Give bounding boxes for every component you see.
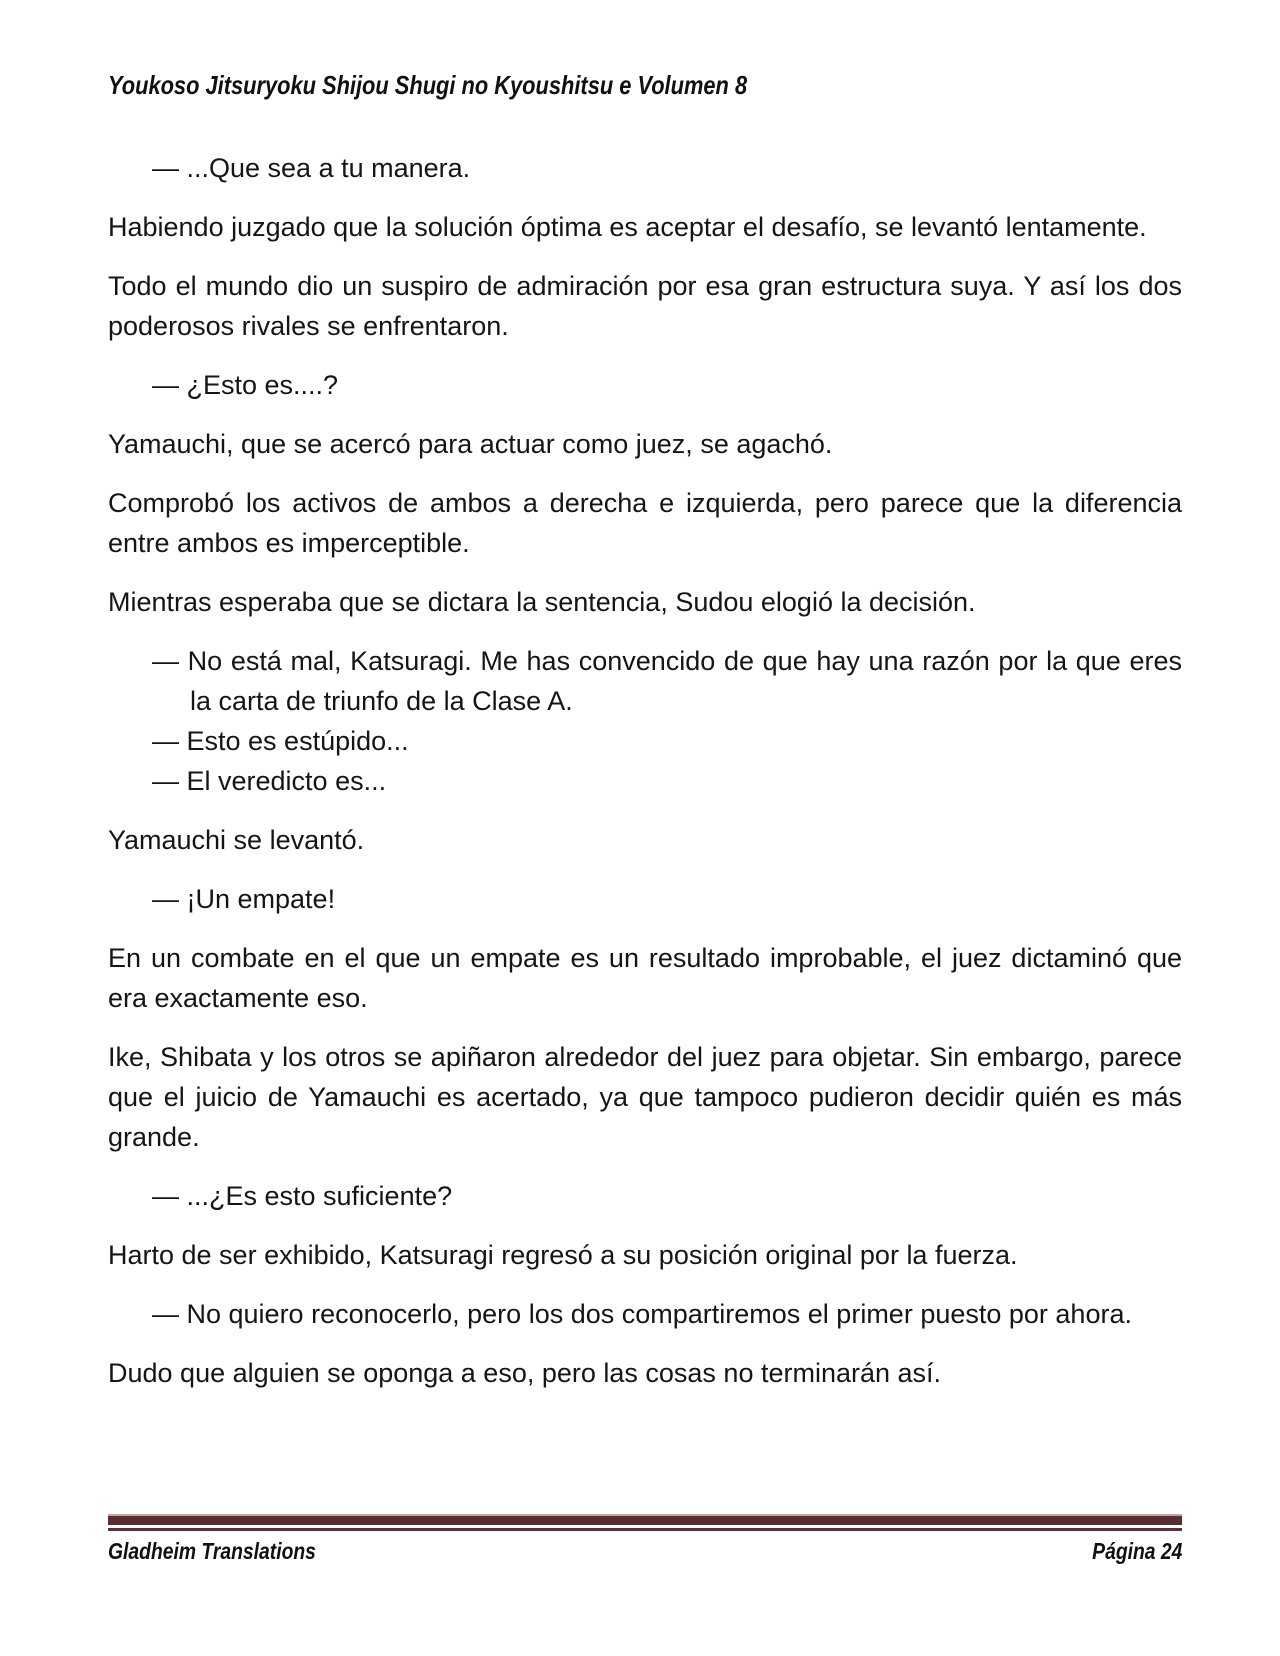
footer-page-number: Página 24 bbox=[1091, 1538, 1182, 1564]
footer-translator-credit: Gladheim Translations bbox=[108, 1538, 316, 1564]
dialogue-line: — ...Que sea a tu manera. bbox=[152, 153, 471, 183]
dialogue-group bbox=[108, 641, 1182, 801]
paragraph: Yamauchi se levantó. bbox=[108, 825, 365, 855]
content bbox=[108, 148, 1182, 1412]
dialogue-line: — ¡Un empate! bbox=[152, 884, 336, 914]
paragraph: Ike, Shibata y los otros se apiñaron alrededor del juez para objetar. Sin embargo, parece que el juicio de Yamauchi es acertado, ya que tampoco pudieron decidir quién es más grande. bbox=[108, 1042, 1182, 1152]
paragraph: Comprobó los activos de ambos a derecha e izquierda, pero parece que la diferencia entre ambos es imperceptible. bbox=[108, 488, 1182, 558]
footer-row bbox=[108, 1538, 1182, 1565]
footer-rule-thick bbox=[108, 1514, 1182, 1525]
dialogue-line: — No quiero reconocerlo, pero los dos compartiremos el primer puesto por ahora. bbox=[152, 1299, 1132, 1329]
dialogue-line: — ¿Esto es....? bbox=[152, 370, 339, 400]
header-title: Youkoso Jitsuryoku Shijou Shugi no Kyoushitsu e Volumen 8 bbox=[108, 70, 748, 100]
footer-rule-thin bbox=[108, 1528, 1182, 1531]
dialogue-line: — No está mal, Katsuragi. Me has convencido de que hay una razón por la que eres la carta de triunfo de la Clase A. bbox=[152, 646, 1182, 716]
paragraph: Mientras esperaba que se dictara la sentencia, Sudou elogió la decisión. bbox=[108, 587, 976, 617]
paragraph: Habiendo juzgado que la solución óptima es aceptar el desafío, se levantó lentamente. bbox=[108, 212, 1147, 242]
paragraph: Harto de ser exhibido, Katsuragi regresó a su posición original por la fuerza. bbox=[108, 1240, 1018, 1270]
paragraph: Dudo que alguien se oponga a eso, pero las cosas no terminarán así. bbox=[108, 1358, 942, 1388]
paragraph: Todo el mundo dio un suspiro de admiración por esa gran estructura suya. Y así los dos poderosos rivales se enfrentaron. bbox=[108, 271, 1182, 341]
page-header bbox=[108, 70, 1182, 101]
page-footer bbox=[108, 1514, 1182, 1565]
paragraph: Yamauchi, que se acercó para actuar como juez, se agachó. bbox=[108, 429, 833, 459]
dialogue-line: — Esto es estúpido... bbox=[152, 726, 409, 756]
dialogue-line: — ...¿Es esto suficiente? bbox=[152, 1181, 453, 1211]
dialogue-line: — El veredicto es... bbox=[152, 766, 387, 796]
paragraph: En un combate en el que un empate es un resultado improbable, el juez dictaminó que era exactamente eso. bbox=[108, 943, 1182, 1013]
